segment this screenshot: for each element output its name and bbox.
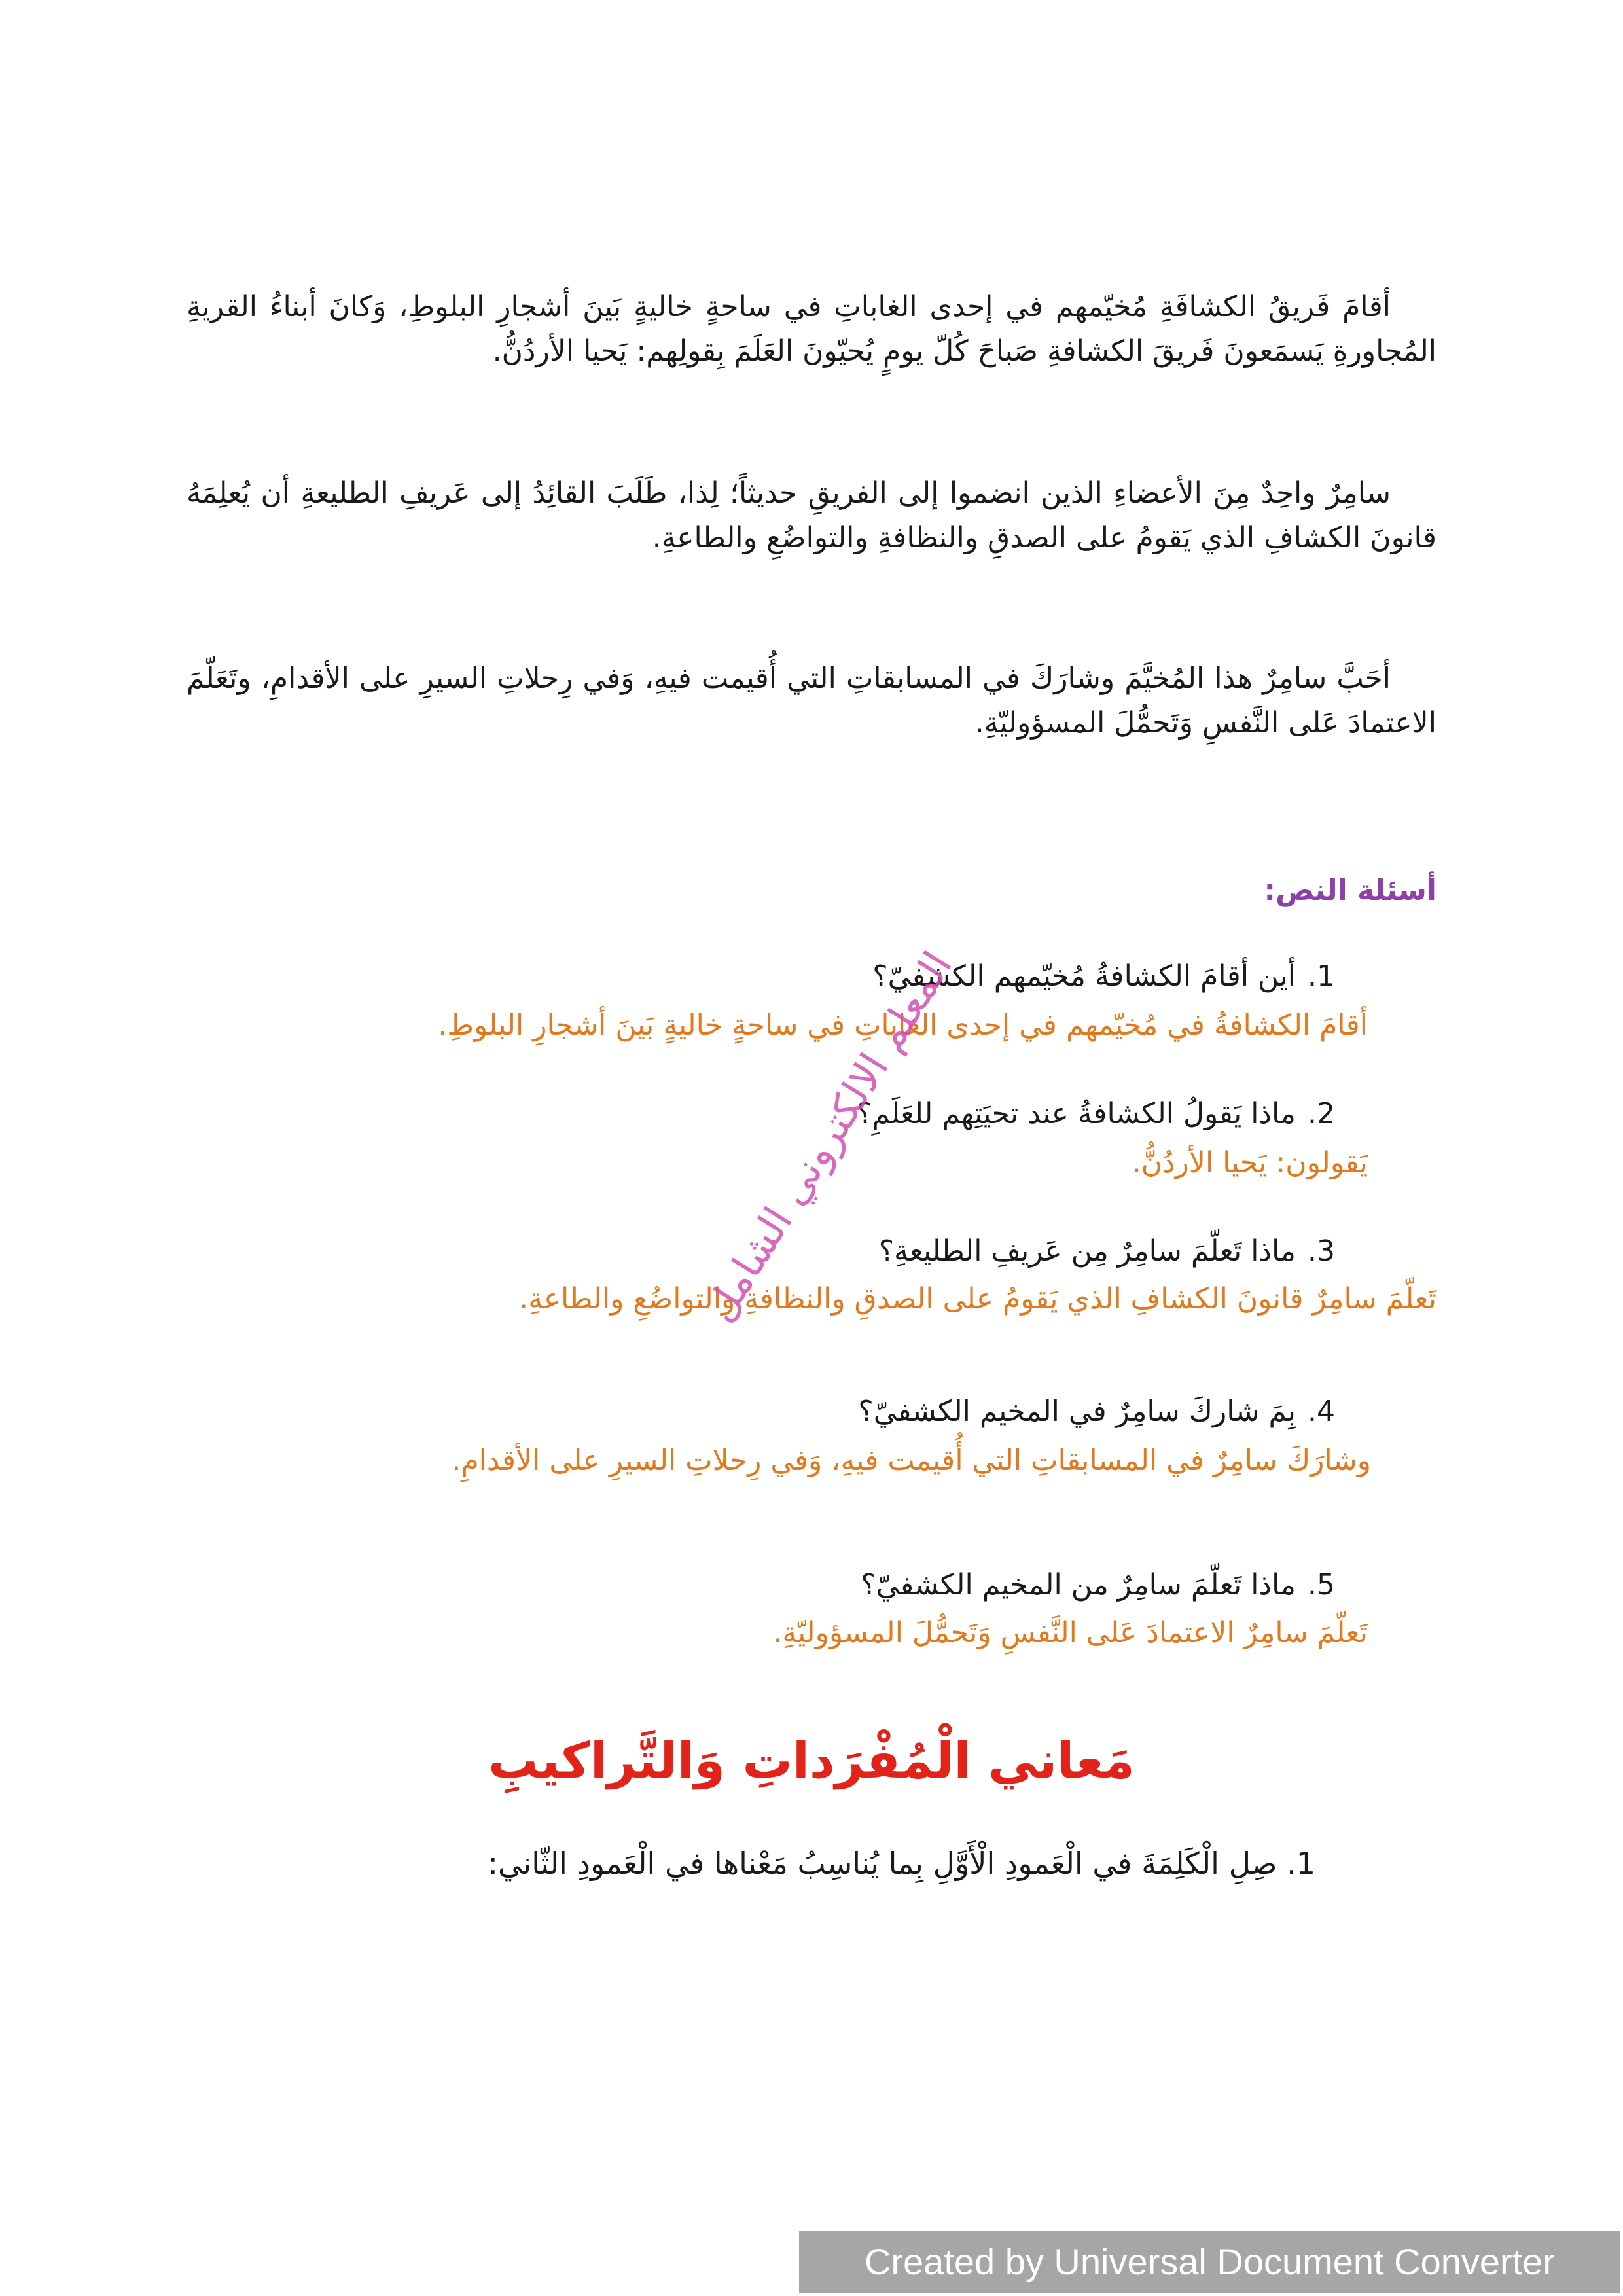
- answer-1: أقامَ الكشافةُ في مُخيّمهم في إحدى الغاباتِ في ساحةٍ خاليةٍ بَينَ أشجارِ البلوطِ.: [438, 1009, 1368, 1042]
- question-number: 3.: [1308, 1234, 1335, 1268]
- converter-footer-banner: Created by Universal Document Converter: [799, 2231, 1620, 2293]
- question-number: 5.: [1308, 1568, 1335, 1602]
- question-2: [857, 1093, 1335, 1135]
- vocabulary-instruction: 1. صِلِ الْكَلِمَةَ في الْعَمودِ الْأَوَّلِ بِما يُناسِبُ مَعْناها في الْعَمودِ الثّاني:: [488, 1846, 1315, 1881]
- watermark-text: المعلم الالكتروني الشامل: [695, 943, 961, 1330]
- passage-paragraph-2: [187, 471, 1436, 560]
- question-number: 2.: [1308, 1097, 1335, 1130]
- question-text: ماذا تَعلّمَ سامِرٌ من المخيم الكشفيّ؟: [861, 1568, 1296, 1602]
- answer-4: وشارَكَ سامِرٌ في المسابقاتِ التي أُقيمت فيهِ، وَفي رِحلاتِ السيرِ على الأقدامِ.: [452, 1444, 1371, 1477]
- answer-2: يَقولون: يَحيا الأردُنُّ.: [1132, 1146, 1368, 1179]
- question-text: ماذا يَقولُ الكشافةُ عند تحيَتِهم للعَلَمِ؟: [857, 1097, 1296, 1130]
- passage-paragraph-3: [187, 656, 1436, 745]
- question-number: 1.: [1308, 960, 1335, 993]
- answer-5: تَعلّمَ سامِرٌ الاعتمادَ عَلى النَّفسِ وَتَحمُّلَ المسؤوليّةِ.: [773, 1616, 1368, 1649]
- question-number: 4.: [1308, 1395, 1335, 1428]
- passage-paragraph-1-text: أقامَ فَريقُ الكشافَةِ مُخيّمهم في إحدى الغاباتِ في ساحةٍ خاليةٍ بَينَ أشجارِ البلوطِ، وَكانَ أبناءُ القريةِ المُجاورةِ يَسمَعونَ فَريقَ الكشافةِ صَباحَ كُلّ يومٍ يُحيّونَ العَلَمَ بِقولِهم: يَحيا الأردُنُّ.: [187, 290, 1436, 368]
- passage-paragraph-2-text: سامِرٌ واحِدٌ مِنَ الأعضاءِ الذين انضموا إلى الفريقِ حديثاً؛ لِذا، طَلَبَ القائِدُ إلى عَريفِ الطليعةِ أن يُعلِمَهُ قانونَ الكشافِ الذي يَقومُ على الصدقِ والنظافةِ والتواضُعِ والطاعةِ.: [187, 476, 1436, 554]
- questions-section-title: أسئلة النص:: [1264, 874, 1436, 907]
- question-text: بِمَ شاركَ سامِرٌ في المخيم الكشفيّ؟: [858, 1395, 1296, 1428]
- question-text: أين أقامَ الكشافةُ مُخيّمهم الكشفيّ؟: [872, 960, 1296, 993]
- answer-3: تَعلّمَ سامِرٌ قانونَ الكشافِ الذي يَقومُ على الصدقِ والنظافةِ والتواضُعِ والطاعةِ.: [519, 1282, 1436, 1316]
- question-4: [858, 1391, 1335, 1433]
- question-text: ماذا تَعلّمَ سامِرٌ مِن عَريفِ الطليعةِ؟: [878, 1234, 1296, 1268]
- vocabulary-section-title: مَعاني الْمُفْرَداتِ وَالتَّراكيبِ: [488, 1731, 1135, 1789]
- passage-paragraph-3-text: أحَبَّ سامِرٌ هذا المُخيَّمَ وشارَكَ في المسابقاتِ التي أُقيمت فيهِ، وَفي رِحلاتِ السيرِ على الأقدامِ، وتَعَلّمَ الاعتمادَ عَلى النَّفسِ وَتَحمُّلَ المسؤوليّةِ.: [187, 662, 1436, 740]
- passage-paragraph-1: [187, 285, 1436, 374]
- question-5: [861, 1564, 1335, 1606]
- question-3: [879, 1230, 1335, 1272]
